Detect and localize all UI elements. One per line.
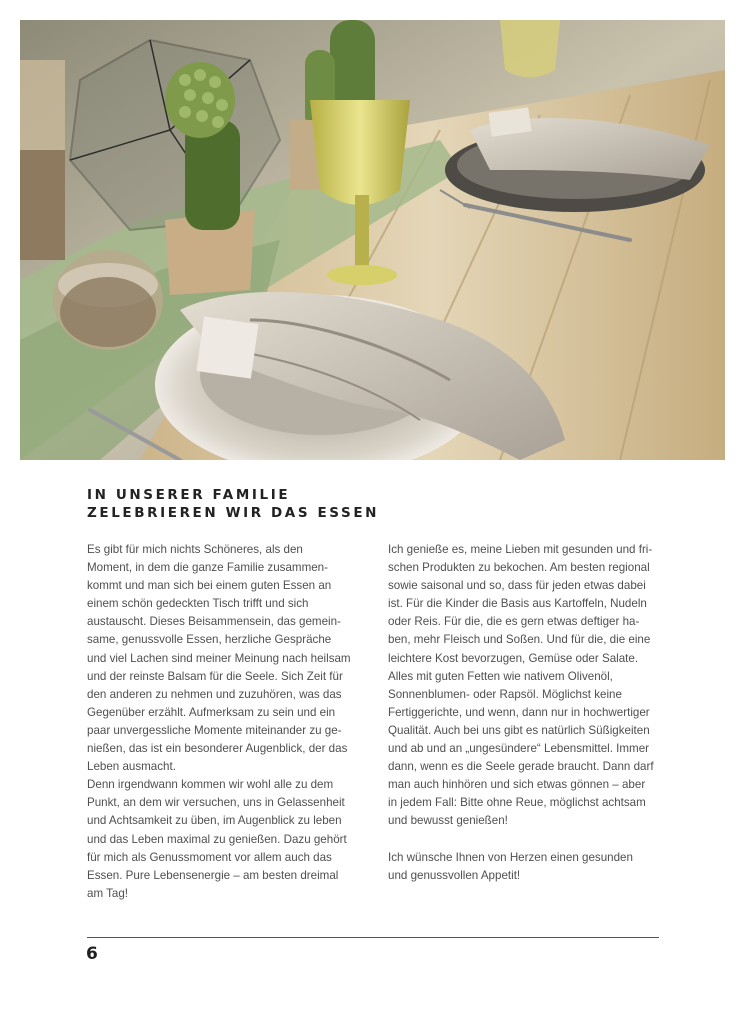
text-line: am Tag! <box>87 886 129 900</box>
paragraph-gap <box>388 831 660 849</box>
text-line: den anderen zu nehmen und zuzuhören, was das <box>87 687 342 701</box>
right-text-column <box>388 541 660 885</box>
text-line: leichtere Kost bevorzugen, Gemüse oder Salate. <box>388 651 639 665</box>
text-line: Essen. Pure Lebensenergie – am besten dreimal <box>87 868 339 882</box>
text-line: nießen, das ist ein besonderer Augenblick, der das <box>87 742 348 756</box>
text-line: austauscht. Dieses Beisammensein, das gemein- <box>87 615 341 629</box>
text-line: Qualität. Auch bei uns gibt es natürlich Süßigkeiten <box>388 723 650 737</box>
text-line: und bewusst genießen! <box>388 814 508 828</box>
hero-photo <box>20 20 725 460</box>
text-line: Sonnenblumen- oder Rapsöl. Möglichst keine <box>388 687 622 701</box>
text-line: und der reinste Balsam für die Seele. Sich Zeit für <box>87 669 343 683</box>
text-line: paar unvergessliche Momente miteinander zu ge- <box>87 723 342 737</box>
text-line: Punkt, an dem wir versuchen, uns in Gelassenheit <box>87 796 345 810</box>
closing-line: und genussvollen Appetit! <box>388 868 521 882</box>
text-line: oder Reis. Für die, die es gern etwas deftiger ha- <box>388 615 640 629</box>
text-line: Alles mit guten Fetten wie nativem Olivenöl, <box>388 669 613 683</box>
text-line: in jedem Fall: Bitte ohne Reue, möglichst achtsam <box>388 796 646 810</box>
text-line: ben, mehr Fleisch und Soßen. Und für die, die eine <box>388 633 651 647</box>
text-line: same, genussvolle Essen, herzliche Gespräche <box>87 633 332 647</box>
text-line: kommt und man sich bei einem guten Essen an <box>87 579 332 593</box>
footer-rule <box>87 937 659 938</box>
text-line: schen Produkten zu bekochen. Am besten regional <box>388 561 650 575</box>
closing-line: Ich wünsche Ihnen von Herzen einen gesunden <box>388 850 633 864</box>
text-line: Gegenüber erzählt. Aufmerksam zu sein und ein <box>87 705 336 719</box>
text-line: Fertiggerichte, und wenn, dann nur in hochwertiger <box>388 705 650 719</box>
text-line: Moment, in dem die ganze Familie zusammen- <box>87 561 328 575</box>
text-line: und viel Lachen sind meiner Meinung nach heilsam <box>87 651 351 665</box>
text-line: Ich genieße es, meine Lieben mit gesunden und fri- <box>388 543 653 556</box>
heading-line-1: IN UNSERER FAMILIE <box>87 487 291 503</box>
text-line: einem schön gedeckten Tisch trifft und sich <box>87 597 309 611</box>
table-setting-photo <box>20 20 725 460</box>
text-line: ist. Für die Kinder die Basis aus Kartoffeln, Nudeln <box>388 597 647 611</box>
section-heading <box>87 486 507 522</box>
text-line: und das Leben maximal zu genießen. Dazu gehört <box>87 832 347 846</box>
text-line: Es gibt für mich nichts Schöneres, als den <box>87 543 303 556</box>
text-line: Leben ausmacht. <box>87 760 176 774</box>
text-line: und ab und an „ungesündere“ Lebensmittel. Immer <box>388 742 650 756</box>
text-line: dann, wenn es die Seele gerade braucht. Dann darf <box>388 760 654 774</box>
text-line: man auch hinhören und sich etwas gönnen – aber <box>388 778 646 792</box>
page-number: 6 <box>86 944 98 964</box>
text-line: Denn irgendwann kommen wir wohl alle zu dem <box>87 778 334 792</box>
text-line: für mich als Genussmoment vor allem auch das <box>87 850 332 864</box>
text-line: sowie saisonal und so, dass für jeden etwas dabei <box>388 579 646 593</box>
text-line: und Achtsamkeit zu üben, im Augenblick zu leben <box>87 814 342 828</box>
left-text-column <box>87 541 359 903</box>
heading-line-2: ZELEBRIEREN WIR DAS ESSEN <box>87 505 380 521</box>
